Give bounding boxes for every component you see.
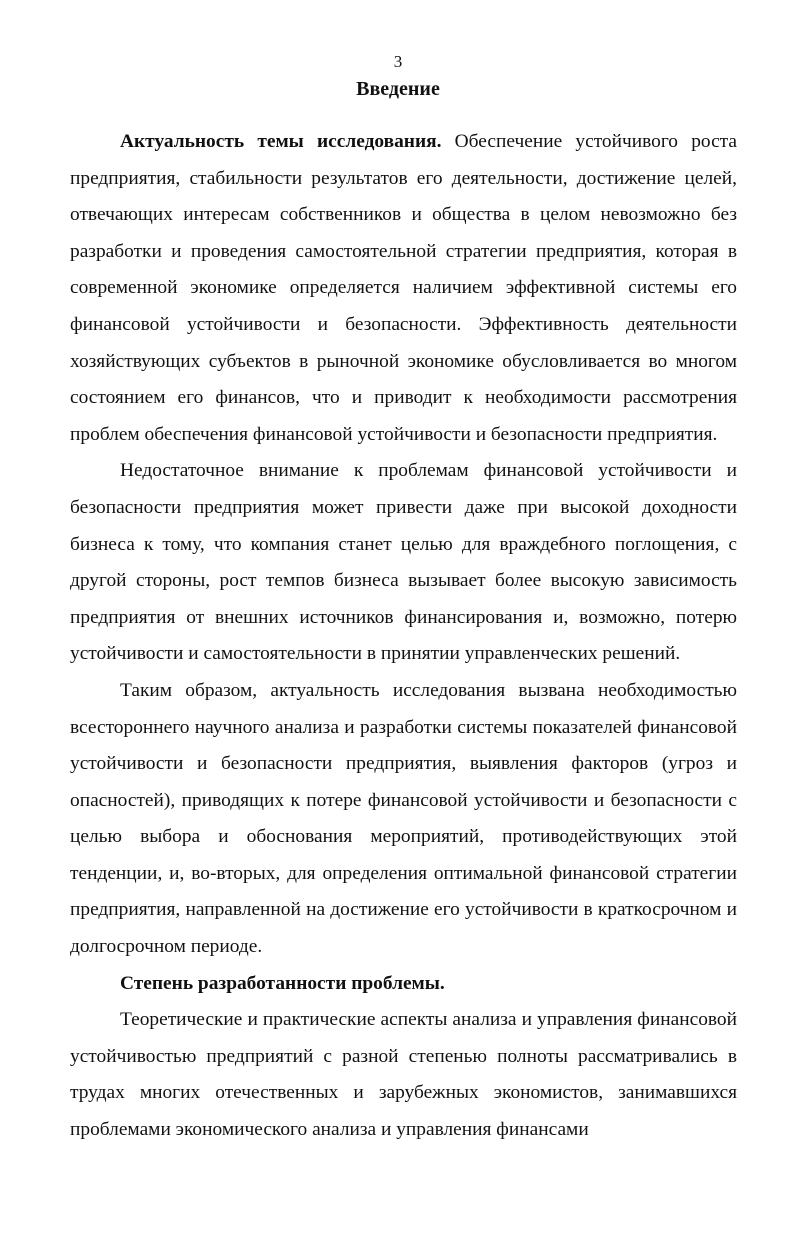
paragraph-relevance <box>70 124 737 453</box>
paragraph-theoretical-aspects: Теоретические и практические аспекты анализа и управления финансовой устойчивостью предприятий с разной степенью полноты рассматривались в трудах многих отечественных и зарубежных экономистов, занимавшихся проблемами экономического анализа и управления финансами <box>70 1009 737 1141</box>
section-heading: Степень разработанности проблемы. <box>120 972 445 994</box>
paragraph-insufficient-attention: Недостаточное внимание к проблемам финансовой устойчивости и безопасности предприятия может привести даже при высокой доходности бизнеса к тому, что компания станет целью для враждебного поглощения, с другой стороны, рост темпов бизнеса вызывает более высокую зависимость предприятия от внешних источников финансирования и, возможно, потерю устойчивости и самостоятельности в принятии управленческих решений. <box>70 460 737 665</box>
page-title: Введение <box>356 78 440 100</box>
paragraph-text: Обеспечение устойчивого роста предприятия, стабильности результатов его деятельности, достижение целей, отвечающих интересам собственников и общества в целом невозможно без разработки и проведения самостоятельной стратегии предприятия, которая в современной экономике определяется наличием эффективной системы его финансовой устойчивости и безопасности. Эффективность деятельности хозяйствующих субъектов в рыночной экономике обусловливается во многом состоянием его финансов, что и приводит к необходимости рассмотрения проблем обеспечения финансовой устойчивости и безопасности предприятия. <box>70 131 737 445</box>
page-number: 3 <box>393 52 403 71</box>
paragraph-lead: Актуальность темы исследования. <box>120 131 442 152</box>
paragraph-conclusion: Таким образом, актуальность исследования вызвана необходимостью всестороннего научного анализа и разработки системы показателей финансовой устойчивости и безопасности предприятия, выявления факторов (угроз и опасностей), приводящих к потере финансовой устойчивости и безопасности с целью выбора и обоснования мероприятий, противодействующих этой тенденции, и, во-вторых, для определения оптимальной финансовой стратегии предприятия, направленной на достижение его устойчивости в краткосрочном и долгосрочном периоде. <box>70 679 737 958</box>
document-body <box>70 124 737 1149</box>
